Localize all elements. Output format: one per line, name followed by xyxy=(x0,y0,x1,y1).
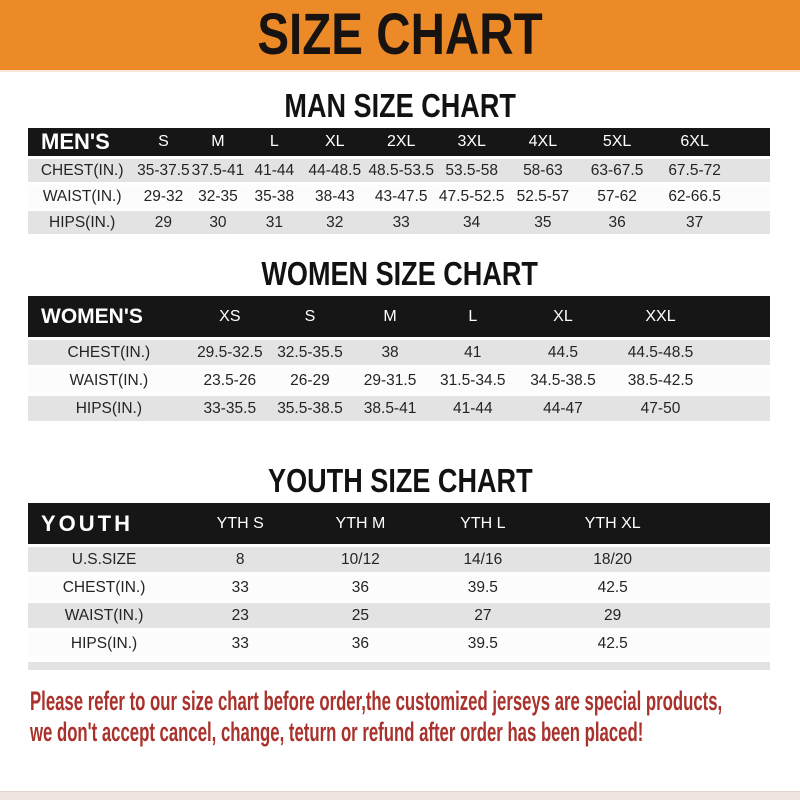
men-section-title-text: MAN SIZE CHART xyxy=(284,87,516,124)
table-corner-label: WOMEN'S xyxy=(28,296,190,337)
size-column-header: 5XL xyxy=(579,128,656,156)
measurement-row xyxy=(28,631,770,656)
size-value-cell: 44-47 xyxy=(515,396,610,421)
size-value-cell: 57-62 xyxy=(579,185,656,208)
row-label: CHEST(IN.) xyxy=(28,340,190,365)
table-corner-label: YOUTH xyxy=(28,503,180,544)
row-filler-cell xyxy=(734,185,770,208)
size-column-header: S xyxy=(270,296,350,337)
size-value-cell: 43-47.5 xyxy=(366,185,436,208)
size-value-cell: 34 xyxy=(436,211,507,234)
men-size-section xyxy=(0,87,800,237)
size-value-cell: 58-63 xyxy=(507,159,578,182)
size-value-cell: 8 xyxy=(180,547,300,572)
size-value-cell: 33 xyxy=(180,575,300,600)
size-value-cell: 38.5-42.5 xyxy=(610,368,710,393)
size-column-header: XL xyxy=(515,296,610,337)
table-corner-label: MEN'S xyxy=(28,128,136,156)
measurement-row xyxy=(28,185,770,208)
size-value-cell: 47.5-52.5 xyxy=(436,185,507,208)
size-value-cell: 53.5-58 xyxy=(436,159,507,182)
youth-section-title xyxy=(0,462,800,500)
size-value-cell: 33-35.5 xyxy=(190,396,270,421)
size-column-header: XS xyxy=(190,296,270,337)
row-filler-cell xyxy=(734,211,770,234)
size-value-cell: 29 xyxy=(136,211,190,234)
row-label: WAIST(IN.) xyxy=(28,368,190,393)
size-value-cell: 25 xyxy=(300,603,420,628)
size-value-cell: 48.5-53.5 xyxy=(366,159,436,182)
header-filler-cell xyxy=(711,296,770,337)
row-filler-cell xyxy=(680,547,770,572)
men-section-title xyxy=(0,87,800,125)
size-value-cell: 38.5-41 xyxy=(350,396,430,421)
size-value-cell: 32 xyxy=(303,211,366,234)
size-value-cell: 35-37.5 xyxy=(136,159,190,182)
measurement-row xyxy=(28,159,770,182)
size-value-cell: 41-44 xyxy=(430,396,515,421)
header-filler-cell xyxy=(734,128,770,156)
size-value-cell: 36 xyxy=(300,631,420,656)
row-filler-cell xyxy=(711,340,770,365)
size-value-cell: 26-29 xyxy=(270,368,350,393)
order-note-line-2 xyxy=(30,717,800,748)
size-value-cell: 14/16 xyxy=(421,547,546,572)
row-filler-cell xyxy=(711,396,770,421)
row-label: U.S.SIZE xyxy=(28,547,180,572)
size-value-cell: 44-48.5 xyxy=(303,159,366,182)
size-value-cell: 41 xyxy=(430,340,515,365)
size-value-cell: 36 xyxy=(579,211,656,234)
size-value-cell: 39.5 xyxy=(421,575,546,600)
size-value-cell: 37.5-41 xyxy=(190,159,245,182)
measurement-row xyxy=(28,340,770,365)
size-table-header-row xyxy=(28,296,770,337)
size-value-cell: 34.5-38.5 xyxy=(515,368,610,393)
size-column-header: S xyxy=(136,128,190,156)
row-label: WAIST(IN.) xyxy=(28,185,136,208)
youth-section-title-text: YOUTH SIZE CHART xyxy=(267,462,533,499)
size-value-cell: 38 xyxy=(350,340,430,365)
youth-size-table xyxy=(28,500,770,659)
measurement-row xyxy=(28,603,770,628)
size-value-cell: 62-66.5 xyxy=(656,185,734,208)
size-value-cell: 27 xyxy=(421,603,546,628)
size-column-header: 4XL xyxy=(507,128,578,156)
size-column-header: YTH L xyxy=(421,503,546,544)
size-column-header: M xyxy=(350,296,430,337)
size-value-cell: 37 xyxy=(656,211,734,234)
bottom-edge-strip xyxy=(0,791,800,800)
women-size-table xyxy=(28,293,770,424)
size-column-header: 2XL xyxy=(366,128,436,156)
size-chart-banner xyxy=(0,0,800,72)
size-value-cell: 35.5-38.5 xyxy=(270,396,350,421)
size-column-header: YTH M xyxy=(300,503,420,544)
size-value-cell: 42.5 xyxy=(545,575,680,600)
size-value-cell: 41-44 xyxy=(245,159,303,182)
size-value-cell: 29.5-32.5 xyxy=(190,340,270,365)
women-section-title xyxy=(0,255,800,293)
size-value-cell: 36 xyxy=(300,575,420,600)
size-column-header: L xyxy=(245,128,303,156)
order-note-text-1: Please refer to our size chart before order,the customized jerseys are special products, xyxy=(30,686,723,716)
size-column-header: YTH S xyxy=(180,503,300,544)
youth-size-section xyxy=(0,462,800,670)
size-value-cell: 23 xyxy=(180,603,300,628)
size-value-cell: 29 xyxy=(545,603,680,628)
size-value-cell: 18/20 xyxy=(545,547,680,572)
measurement-row xyxy=(28,211,770,234)
row-filler-cell xyxy=(680,575,770,600)
size-value-cell: 31 xyxy=(245,211,303,234)
size-value-cell: 32-35 xyxy=(190,185,245,208)
size-value-cell: 29-31.5 xyxy=(350,368,430,393)
size-value-cell: 10/12 xyxy=(300,547,420,572)
row-filler-cell xyxy=(680,603,770,628)
size-value-cell: 39.5 xyxy=(421,631,546,656)
row-filler-cell xyxy=(680,631,770,656)
size-value-cell: 23.5-26 xyxy=(190,368,270,393)
row-label: HIPS(IN.) xyxy=(28,211,136,234)
size-value-cell: 35-38 xyxy=(245,185,303,208)
row-filler-cell xyxy=(734,159,770,182)
row-label: CHEST(IN.) xyxy=(28,575,180,600)
row-label: CHEST(IN.) xyxy=(28,159,136,182)
size-value-cell: 33 xyxy=(366,211,436,234)
women-size-section xyxy=(0,255,800,424)
size-value-cell: 63-67.5 xyxy=(579,159,656,182)
women-section-title-text: WOMEN SIZE CHART xyxy=(261,255,539,292)
size-value-cell: 38-43 xyxy=(303,185,366,208)
size-value-cell: 31.5-34.5 xyxy=(430,368,515,393)
measurement-row xyxy=(28,547,770,572)
header-filler-cell xyxy=(680,503,770,544)
order-note-text-2: we don't accept cancel, change, teturn or refund after order has been placed! xyxy=(30,717,644,747)
size-value-cell: 52.5-57 xyxy=(507,185,578,208)
size-value-cell: 33 xyxy=(180,631,300,656)
size-table-header-row xyxy=(28,503,770,544)
size-value-cell: 44.5 xyxy=(515,340,610,365)
size-column-header: 6XL xyxy=(656,128,734,156)
size-column-header: XXL xyxy=(610,296,710,337)
men-size-table xyxy=(28,125,770,237)
size-value-cell: 42.5 xyxy=(545,631,680,656)
size-column-header: 3XL xyxy=(436,128,507,156)
size-value-cell: 47-50 xyxy=(610,396,710,421)
order-note xyxy=(30,686,800,748)
size-value-cell: 35 xyxy=(507,211,578,234)
size-value-cell: 44.5-48.5 xyxy=(610,340,710,365)
size-column-header: M xyxy=(190,128,245,156)
youth-table-bottom-cap xyxy=(28,662,770,670)
size-value-cell: 67.5-72 xyxy=(656,159,734,182)
row-label: HIPS(IN.) xyxy=(28,631,180,656)
row-label: HIPS(IN.) xyxy=(28,396,190,421)
row-filler-cell xyxy=(711,368,770,393)
size-table-header-row xyxy=(28,128,770,156)
measurement-row xyxy=(28,368,770,393)
order-note-line-1 xyxy=(30,686,800,717)
measurement-row xyxy=(28,575,770,600)
size-column-header: XL xyxy=(303,128,366,156)
size-column-header: YTH XL xyxy=(545,503,680,544)
size-value-cell: 32.5-35.5 xyxy=(270,340,350,365)
size-value-cell: 29-32 xyxy=(136,185,190,208)
measurement-row xyxy=(28,396,770,421)
banner-title: SIZE CHART xyxy=(257,2,543,67)
row-label: WAIST(IN.) xyxy=(28,603,180,628)
size-column-header: L xyxy=(430,296,515,337)
size-value-cell: 30 xyxy=(190,211,245,234)
